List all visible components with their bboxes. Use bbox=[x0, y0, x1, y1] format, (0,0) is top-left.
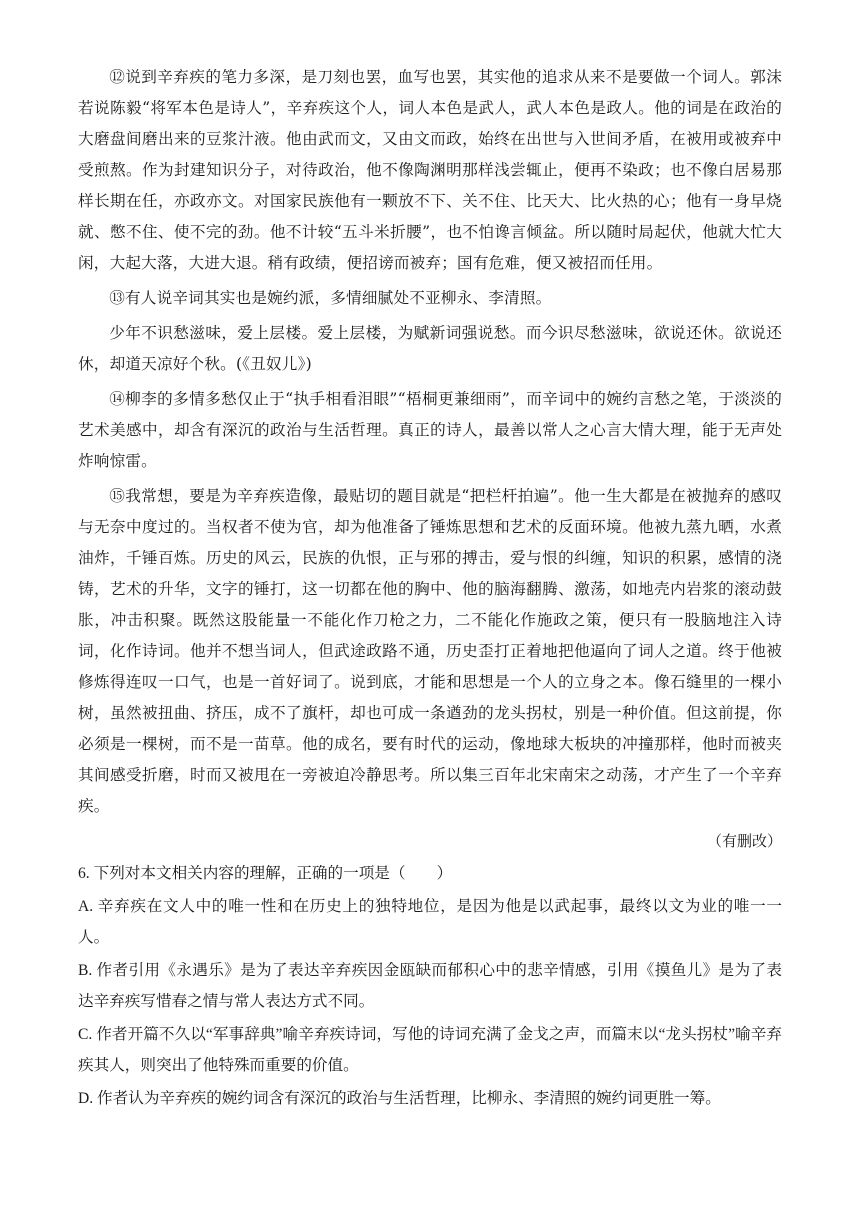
source-note: （有删改） bbox=[706, 832, 782, 850]
paragraph-13: ⑬有人说辛词其实也是婉约派，多情细腻处不亚柳永、李清照。 bbox=[109, 289, 552, 307]
paragraph-14: ⑭柳李的多情多愁仅止于“执手相看泪眼”“梧桐更兼细雨”，而辛词中的婉约言愁之笔，于淡淡的艺术美感中，却含有深沉的政治与生活哲理。真正的诗人，最善以常人之心言大情大理，能于无声处炸响惊雷。 bbox=[78, 390, 782, 470]
paragraph-12: ⑫说到辛弃疾的笔力多深，是刀刻也罢，血写也罢，其实他的追求从来不是要做一个词人。郭沫若说陈毅“将军本色是诗人”，辛弃疾这个人，词人本色是武人，武人本色是政人。他的词是在政治的大磨盘间磨出来的豆浆汁液。他由武而文，又由文而政，始终在出世与入世间矛盾，在被用或被弃中受煎熬。作为封建知识分子，对待政治，他不像陶渊明那样浅尝辄止，便再不染政；也不像白居易那样长期在任，亦政亦文。对国家民族他有一颗放不下、关不住、比天大、比火热的心；他有一身早烧就、憋不住、使不完的劲。他不计较“五斗米折腰”，也不怕谗言倾盆。所以随时局起伏，他就大忙大闲，大起大落，大进大退。稍有政绩，便招谤而被弃；国有危难，便又被招而任用。 bbox=[78, 68, 782, 272]
poem-quote: 少年不识愁滋味，爱上层楼。爱上层楼，为赋新词强说愁。而今识尽愁滋味，欲说还休。欲说还休，却道天凉好个秋。(《丑奴儿》) bbox=[78, 324, 782, 373]
option-a[interactable]: A. 辛弃疾在文人中的唯一性和在历史上的独特地位，是因为他是以武起事，最终以文为业的唯一一人。 bbox=[78, 898, 782, 946]
option-c[interactable]: C. 作者开篇不久以“军事辞典”喻辛弃疾诗词，写他的诗词充满了金戈之声，而篇末以“龙头拐杖”喻辛弃疾其人，则突出了他特殊而重要的价值。 bbox=[78, 1026, 782, 1074]
paragraph-15: ⑮我常想，要是为辛弃疾造像，最贴切的题目就是“把栏杆拍遍”。他一生大都是在被抛弃的感叹与无奈中度过的。当权者不使为官，却为他准备了锤炼思想和艺术的反面环境。他被九蒸九晒，水煮油炸，千锤百炼。历史的风云，民族的仇恨，正与邪的搏击，爱与恨的纠缠，知识的积累，感情的浇铸，艺术的升华，文字的锤打，这一切都在他的胸中、他的脑海翻腾、激荡，如地壳内岩浆的滚动鼓胀，冲击积聚。既然这股能量一不能化作刀枪之力，二不能化作施政之策，便只有一股脑地注入诗词，化作诗词。他并不想当词人，但武途政路不通，历史歪打正着地把他逼向了词人之道。终于他被修炼得连叹一口气，也是一首好词了。说到底，才能和思想是一个人的立身之本。像石缝里的一棵小树，虽然被扭曲、挤压，成不了旗杆，却也可成一条遒劲的龙头拐杖，别是一种价值。但这前提，你必须是一棵树，而不是一苗草。他的成名，要有时代的运动，像地球大板块的冲撞那样，他时而被夹其间感受折磨，时而又被甩在一旁被迫冷静思考。所以集三百年北宋南宋之动荡，才产生了一个辛弃疾。 bbox=[78, 487, 782, 815]
option-d[interactable]: D. 作者认为辛弃疾的婉约词含有深沉的政治与生活哲理，比柳永、李清照的婉约词更胜一筹。 bbox=[78, 1090, 721, 1107]
option-b[interactable]: B. 作者引用《永遇乐》是为了表达辛弃疾因金瓯缺而郁积心中的悲辛情感，引用《摸鱼儿》是为了表达辛弃疾写惜春之情与常人表达方式不同。 bbox=[78, 962, 782, 1010]
document-page bbox=[78, 62, 782, 1114]
question-stem: 6. 下列对本文相关内容的理解，正确的一项是（ ） bbox=[78, 865, 453, 882]
